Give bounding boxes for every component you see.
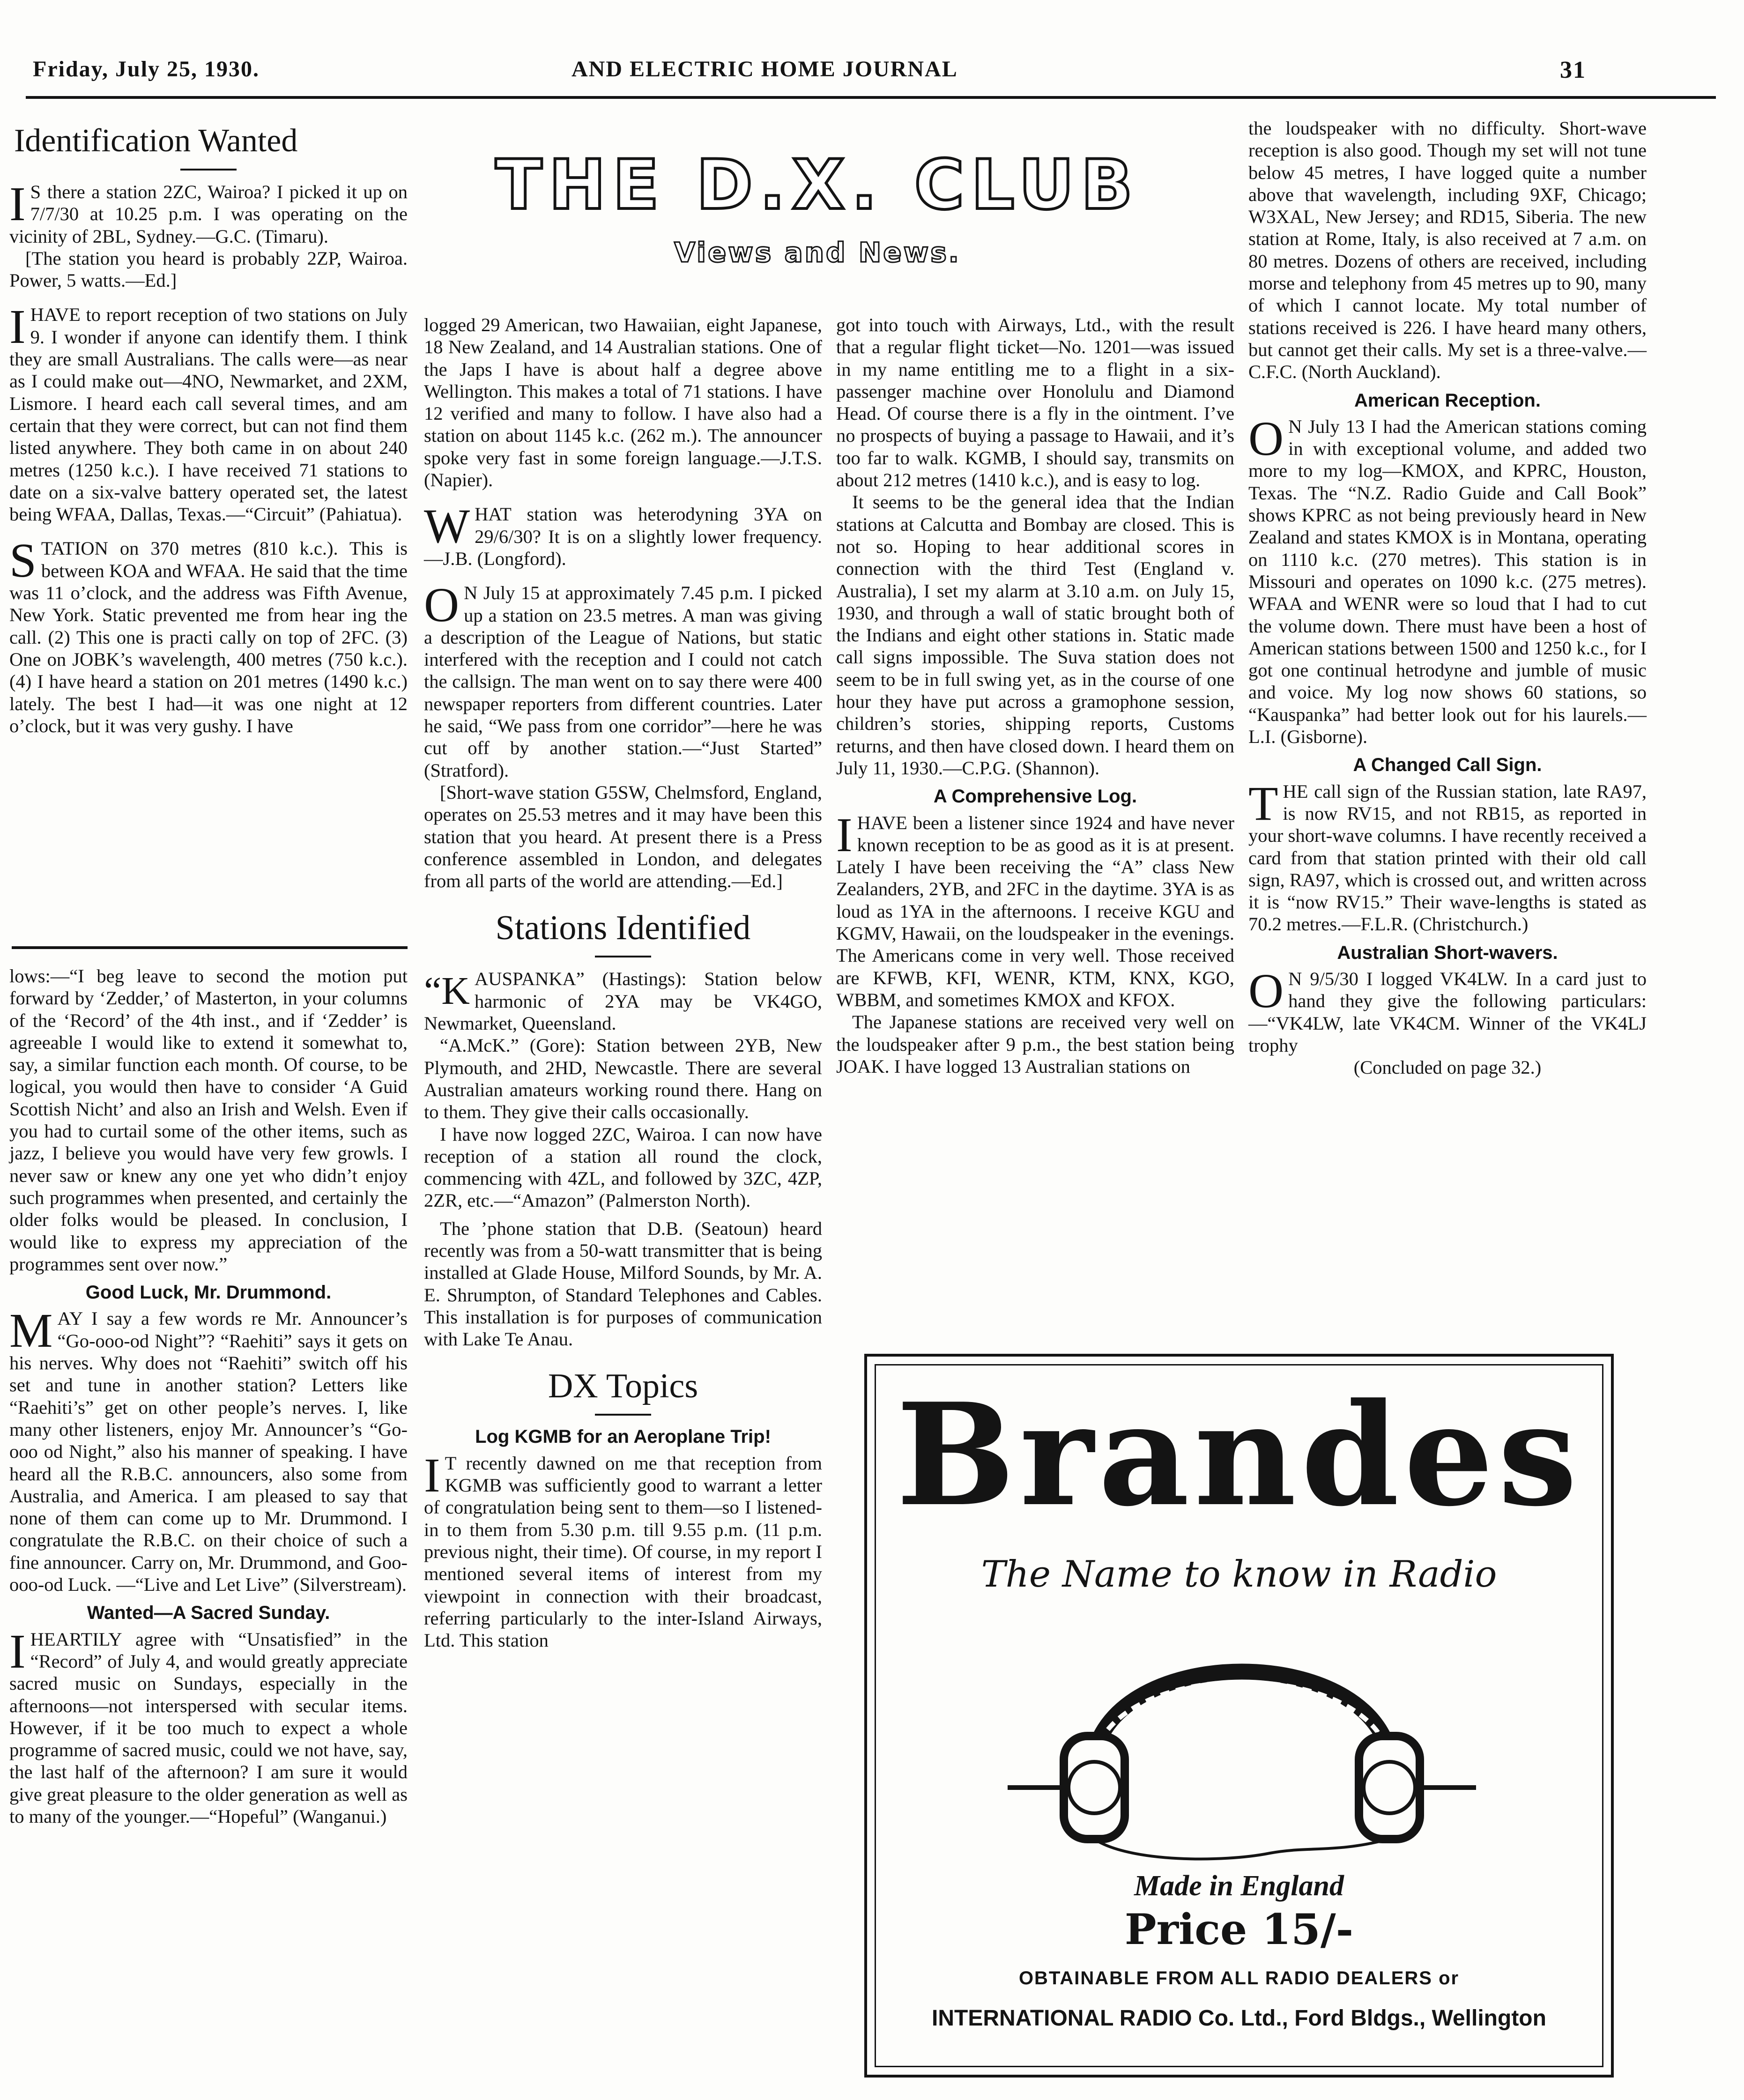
drop-cap: W — [424, 499, 470, 554]
reply-seatoun: The ’phone station that D.B. (Seatoun) heard recently was from a 50-watt transmitter that is being installed at Glade House, Milford Sounds, by Mr. A. E. Shrumpton, of Standard Telephones and Cables. This installation is for purposes of communication with Lake Te Anau. — [424, 1217, 822, 1350]
letter-just-started: N July 15 at approximately 7.45 p.m. I picked up a station on 23.5 metres. A man was giving a description of the League of Nations, but static interfered with the reception and I could not catch the callsign. The man went on to say there were 400 newspaper reporters from different countries. Later he said, “We pass from one corridor”—here he was cut off by another station.—“Just Started” (Stratford). — [424, 582, 822, 781]
column-4 — [1248, 117, 1647, 1078]
editor-note-g5sw: [Short-wave station G5SW, Chelmsford, England, operates on 25.53 metres and it may have been this station that you heard. At present there is a Press conference assembled in London, and delegates from all parts of the world are attending.—Ed.] — [424, 781, 822, 892]
ad-obtainable: OBTAINABLE FROM ALL RADIO DEALERS or — [1018, 1968, 1460, 1989]
letter-jb-longford: HAT station was heterodyning 3YA on 29/6/30? It is on a slightly lower frequency.—J.B. (Longford). — [424, 504, 822, 569]
drop-cap: S — [9, 534, 37, 588]
letter-li-gisborne: N July 13 I had the American stations coming in with exceptional volume, and added two more to my log—KMOX, and KPRC, Houston, Texas. The “N.Z. Radio Guide and Call Book” shows KPRC as not being previously heard in New Zealand and states KMOX is in Montana, operating on 1110 k.c. (270 metres). This station is in Missouri and operates on 1090 k.c. (275 metres). WFAA and WENR were so loud that I had to cut the volume down. There must have been a host of American stations between 1500 and 1250 k.c., for I got one continual hetrodyne and jumble of music and voice. My log now shows 60 stations, so “Kauspanka” had better look out for his laurels.—L.I. (Gisborne). — [1248, 416, 1647, 748]
identification-wanted-heading: Identification Wanted — [14, 123, 298, 159]
dx-club-subtitle: Views and News. — [674, 237, 961, 268]
drop-cap: T — [1248, 776, 1278, 831]
heading-rule — [595, 1414, 651, 1416]
heading-rule — [180, 169, 237, 171]
australian-short-wavers-heading: Australian Short-wavers. — [1337, 942, 1558, 963]
section-rule — [12, 946, 408, 949]
drop-cap: I — [9, 300, 26, 354]
headphones-icon — [1008, 1619, 1476, 1863]
column-3 — [836, 314, 1234, 1077]
continued-notice: (Concluded on page 32.) — [1353, 1057, 1542, 1078]
letter-japanese-stations: The Japanese stations are received very well on the loudspeaker after 9 p.m., the best station being JOAK. I have logged 13 Australian stations on — [836, 1011, 1234, 1077]
comprehensive-log-heading: A Comprehensive Log. — [933, 786, 1137, 807]
drop-cap: I — [9, 1624, 26, 1678]
letter-2zc-wairoa: S there a station 2ZC, Wairoa? I picked it up on 7/7/30 at 10.25 p.m. I was operating on the vicinity of 2BL, Sydney.—G.C. (Timaru). — [9, 181, 408, 247]
dx-club-title: THE D.X. CLUB — [495, 145, 1140, 225]
drop-cap: O — [1248, 411, 1284, 466]
letter-drummond: AY I say a few words re Mr. Announcer’s “Go-ooo-od Night”? “Raehiti” says it gets on his nerves. Why does not “Raehiti” switch off his set and tune in another station? Letters like “Raehiti’s” get on other people’s nerves. I, like many other listeners, enjoy Mr. Announcer’s “Go-ooo od Night,” also his manner of speaking. I have heard all the R.B.C. announcers, also some from Australia, and America. I am pleased to say that none of them can come up to Mr. Drummond. I congratulate the R.B.C. on their choice of such a fine announcer. Carry on, Mr. Drummond, and Goo-ooo-od Luck. —“Live and Let Live” (Silverstream). — [9, 1308, 408, 1595]
drop-cap: O — [424, 578, 460, 632]
ad-tagline: The Name to know in Radio — [981, 1553, 1497, 1595]
letter-jts-napier: logged 29 American, two Hawaiian, eight Japanese, 18 New Zealand, and 14 Australian stations. One of the Japs I have is about half a degree above Wellington. This makes a total of 71 stations. I have 12 verified and many to follow. I have also had a station on about 1145 k.c. (262 m.). The announcer spoke very fast in some foreign language.—J.T.S. (Napier). — [424, 314, 822, 491]
drop-cap: O — [1248, 964, 1284, 1018]
letter-comprehensive-log: HAVE been a listener since 1924 and have never known reception to be as good as it is at present. Lately I have been receiving the “A” class New Zealanders, 2YB, and 2FC in the daytime. 3YA is as loud as 1YA in the afternoons. I receive KGU and KGMV, Hawaii, on the loudspeaker in the evenings. The Americans come in very well. Those received are KFWB, KFI, WENR, KTM, KNX, KGO, WBBM, and sometimes KMOX and KFOX. — [836, 812, 1234, 1010]
drop-cap: I — [9, 177, 26, 231]
page-number: 31 — [1560, 57, 1586, 83]
column-1-top — [9, 117, 408, 737]
kgmb-heading: Log KGMB for an Aeroplane Trip! — [475, 1426, 771, 1447]
letter-scottish-nicht: lows:—“I beg leave to second the motion put forward by ‘Zedder,’ of Masterton, in your columns of the ‘Record’ of the 4th inst., and if ‘Zedder’ is agreeable I would like to extend it somewhat to, say, a similar function each month. Of course, to be logical, you would then have to consider ‘A Guid Scottish Nicht’ and also an Irish and Welsh. Even if you had to curtail some of the other items, such as jazz, I believe you would have very few growls. I never saw or knew any one yet who didn’t enjoy such programmes when presented, and certainly the older folks would be pleased. In conclusion, I would like to express my appreciation of the programmes sent over now.” — [9, 965, 408, 1275]
dx-topics-heading: DX Topics — [548, 1367, 698, 1406]
good-luck-heading: Good Luck, Mr. Drummond. — [85, 1282, 332, 1303]
letter-hopeful-wanganui: HEARTILY agree with “Unsatisfied” in the “Record” of July 4, and would greatly appreciate sacred music on Sundays, especially in the afternoons—not interspersed with secular items. However, if it be too much to expect a whole programme of sacred music, could we not have, say, the last half of the afternoon? I am sure it would give great pleasure to the older generation as well as to many of the younger.—“Hopeful” (Wanganui.) — [9, 1628, 408, 1827]
editor-note-2zp: [The station you heard is probably 2ZP, Wairoa. Power, 5 watts.—Ed.] — [9, 247, 408, 291]
journal-name: AND ELECTRIC HOME JOURNAL — [571, 57, 958, 82]
letter-flr-christchurch: HE call sign of the Russian station, late RA97, is now RV15, and not RB15, as reported in your short-wave columns. I have recently received a card from that station printed with their old call sign, RA97, which is crossed out, and written across it is “now RV15.” Their wave-lengths is stated as 70.2 metres.—F.L.R. (Christchurch.) — [1248, 780, 1647, 935]
sacred-sunday-heading: Wanted—A Sacred Sunday. — [87, 1603, 330, 1624]
heading-rule — [595, 956, 651, 957]
brandes-advertisement — [864, 1354, 1614, 2078]
reply-amck-gore: “A.McK.” (Gore): Station between 2YB, New Plymouth, and 2HD, Newcastle. There are several Australian amateurs working round there. Hang on to them. They give their calls occasionally. — [424, 1035, 822, 1123]
reply-kauspanka: AUSPANKA” (Hastings): Station below harmonic of 2YA may be VK4GO, Newmarket, Queensland. — [424, 968, 822, 1034]
letter-amazon: I have now logged 2ZC, Wairoa. I can now have reception of a station all round the clock, commencing with 4ZL, and followed by 3ZC, 4ZP, 2ZR, etc.—“Amazon” (Palmerston North). — [424, 1123, 822, 1211]
drop-cap: I — [836, 808, 853, 862]
ad-made-in: Made in England — [1134, 1870, 1344, 1902]
letter-vk4lw: N 9/5/30 I logged VK4LW. In a card just to hand they give the following particulars:—“VK4LW, late VK4CM. Winner of the VK4LJ trophy — [1248, 968, 1647, 1056]
american-reception-heading: American Reception. — [1354, 390, 1541, 411]
stations-identified-heading: Stations Identified — [495, 909, 751, 948]
ad-company: INTERNATIONAL RADIO Co. Ltd., Ford Bldgs., Wellington — [932, 2006, 1546, 2031]
column-2 — [424, 314, 822, 1651]
header-rule — [26, 96, 1716, 99]
letter-cpg-shannon: It seems to be the general idea that the Indian stations at Calcutta and Bombay are closed. This is not so. Hoping to hear additional scores in connection with the third Test (England v. Australia), I set my alarm at 3.10 a.m. on July 15, 1930, and through a wall of static brought both of the Indians and eight other stations in. Static made call signs impossible. The Suva station does not seem to be in full swing yet, as in the course of one hour they have put across a gramophone session, children’s stories, shipping reports, Customs returns, and then have closed down. I heard them on July 11, 1930.—C.P.G. (Shannon). — [836, 491, 1234, 779]
drop-cap: M — [9, 1304, 53, 1358]
letter-cfc-north-auckland: the loudspeaker with no difficulty. Short-wave reception is also good. Though my set will not tune below 45 metres, I have logged quite a number above that wavelength, including 9XF, Chicago; W3XAL, New Jersey; and RD15, Siberia. The new station at Rome, Italy, is also received at 7 a.m. on 80 metres. Dozens of others are received, including morse and telephony from 45 metres up to 90, many of which I cannot locate. My total number of stations received is 226. I have heard many others, but cannot get their calls. My set is a three-valve.—C.F.C. (North Auckland). — [1248, 118, 1647, 383]
letter-airways-continued: got into touch with Airways, Ltd., with the result that a regular flight ticket—No. 1201—was issued in my name entitling me to a flight in a six-passenger machine over Honolulu and Diamond Head. Of course there is a fly in the ointment. I’ve no prospects of buying a passage to Hawaii, and it’s too far to walk. KGMB, I should say, transmits on about 212 metres (1410 k.c.), and is easy to log. — [836, 314, 1234, 491]
ad-brand-name: Brandes — [896, 1372, 1582, 1537]
changed-call-sign-heading: A Changed Call Sign. — [1353, 755, 1542, 776]
letter-kgmb-aeroplane: T recently dawned on me that reception from KGMB was sufficiently good to warrant a letter of congratulation being sent to them—so I listened-in to them from 5.30 p.m. till 9.55 p.m. (11 p.m. previous night, their time). Of course, in my report I mentioned several items of interest from my viewpoint in connection with their broadcast, referring particularly to the inter-Island Airways, Ltd. This station — [424, 1452, 822, 1651]
letter-station-370-metres: TATION on 370 metres (810 k.c.). This is between KOA and WFAA. He said that the time was 11 o’clock, and the address was Fifth Avenue, New York. Static prevented me from hear ing the call. (2) This one is practi cally on top of 2FC. (3) One on JOBK’s wavelength, 400 metres (750 k.c.). (4) I have heard a station on 201 metres (1490 k.c.) lately. The best I had—it was one night at 12 o’clock, but it was very gushy. I have — [9, 538, 408, 736]
drop-cap: “K — [424, 969, 470, 1013]
column-1-bottom — [9, 965, 408, 1827]
issue-date: Friday, July 25, 1930. — [33, 57, 260, 82]
ad-price: Price 15/- — [1124, 1905, 1354, 1954]
drop-cap: I — [424, 1448, 440, 1502]
letter-circuit-pahiatua: HAVE to report reception of two stations on July 9. I wonder if anyone can identify them. I think they are small Australians. The calls were—as near as I could make out—4NO, Newmarket, and 2XM, Lismore. I heard each call several times, and am certain that they were correct, but can not find them listed anywhere. They both came in on about 240 metres (1250 k.c.). I have received 71 stations to date on a six-valve battery operated set, the latest being WFAA, Dallas, Texas.—“Circuit” (Pahiatua). — [9, 304, 408, 525]
